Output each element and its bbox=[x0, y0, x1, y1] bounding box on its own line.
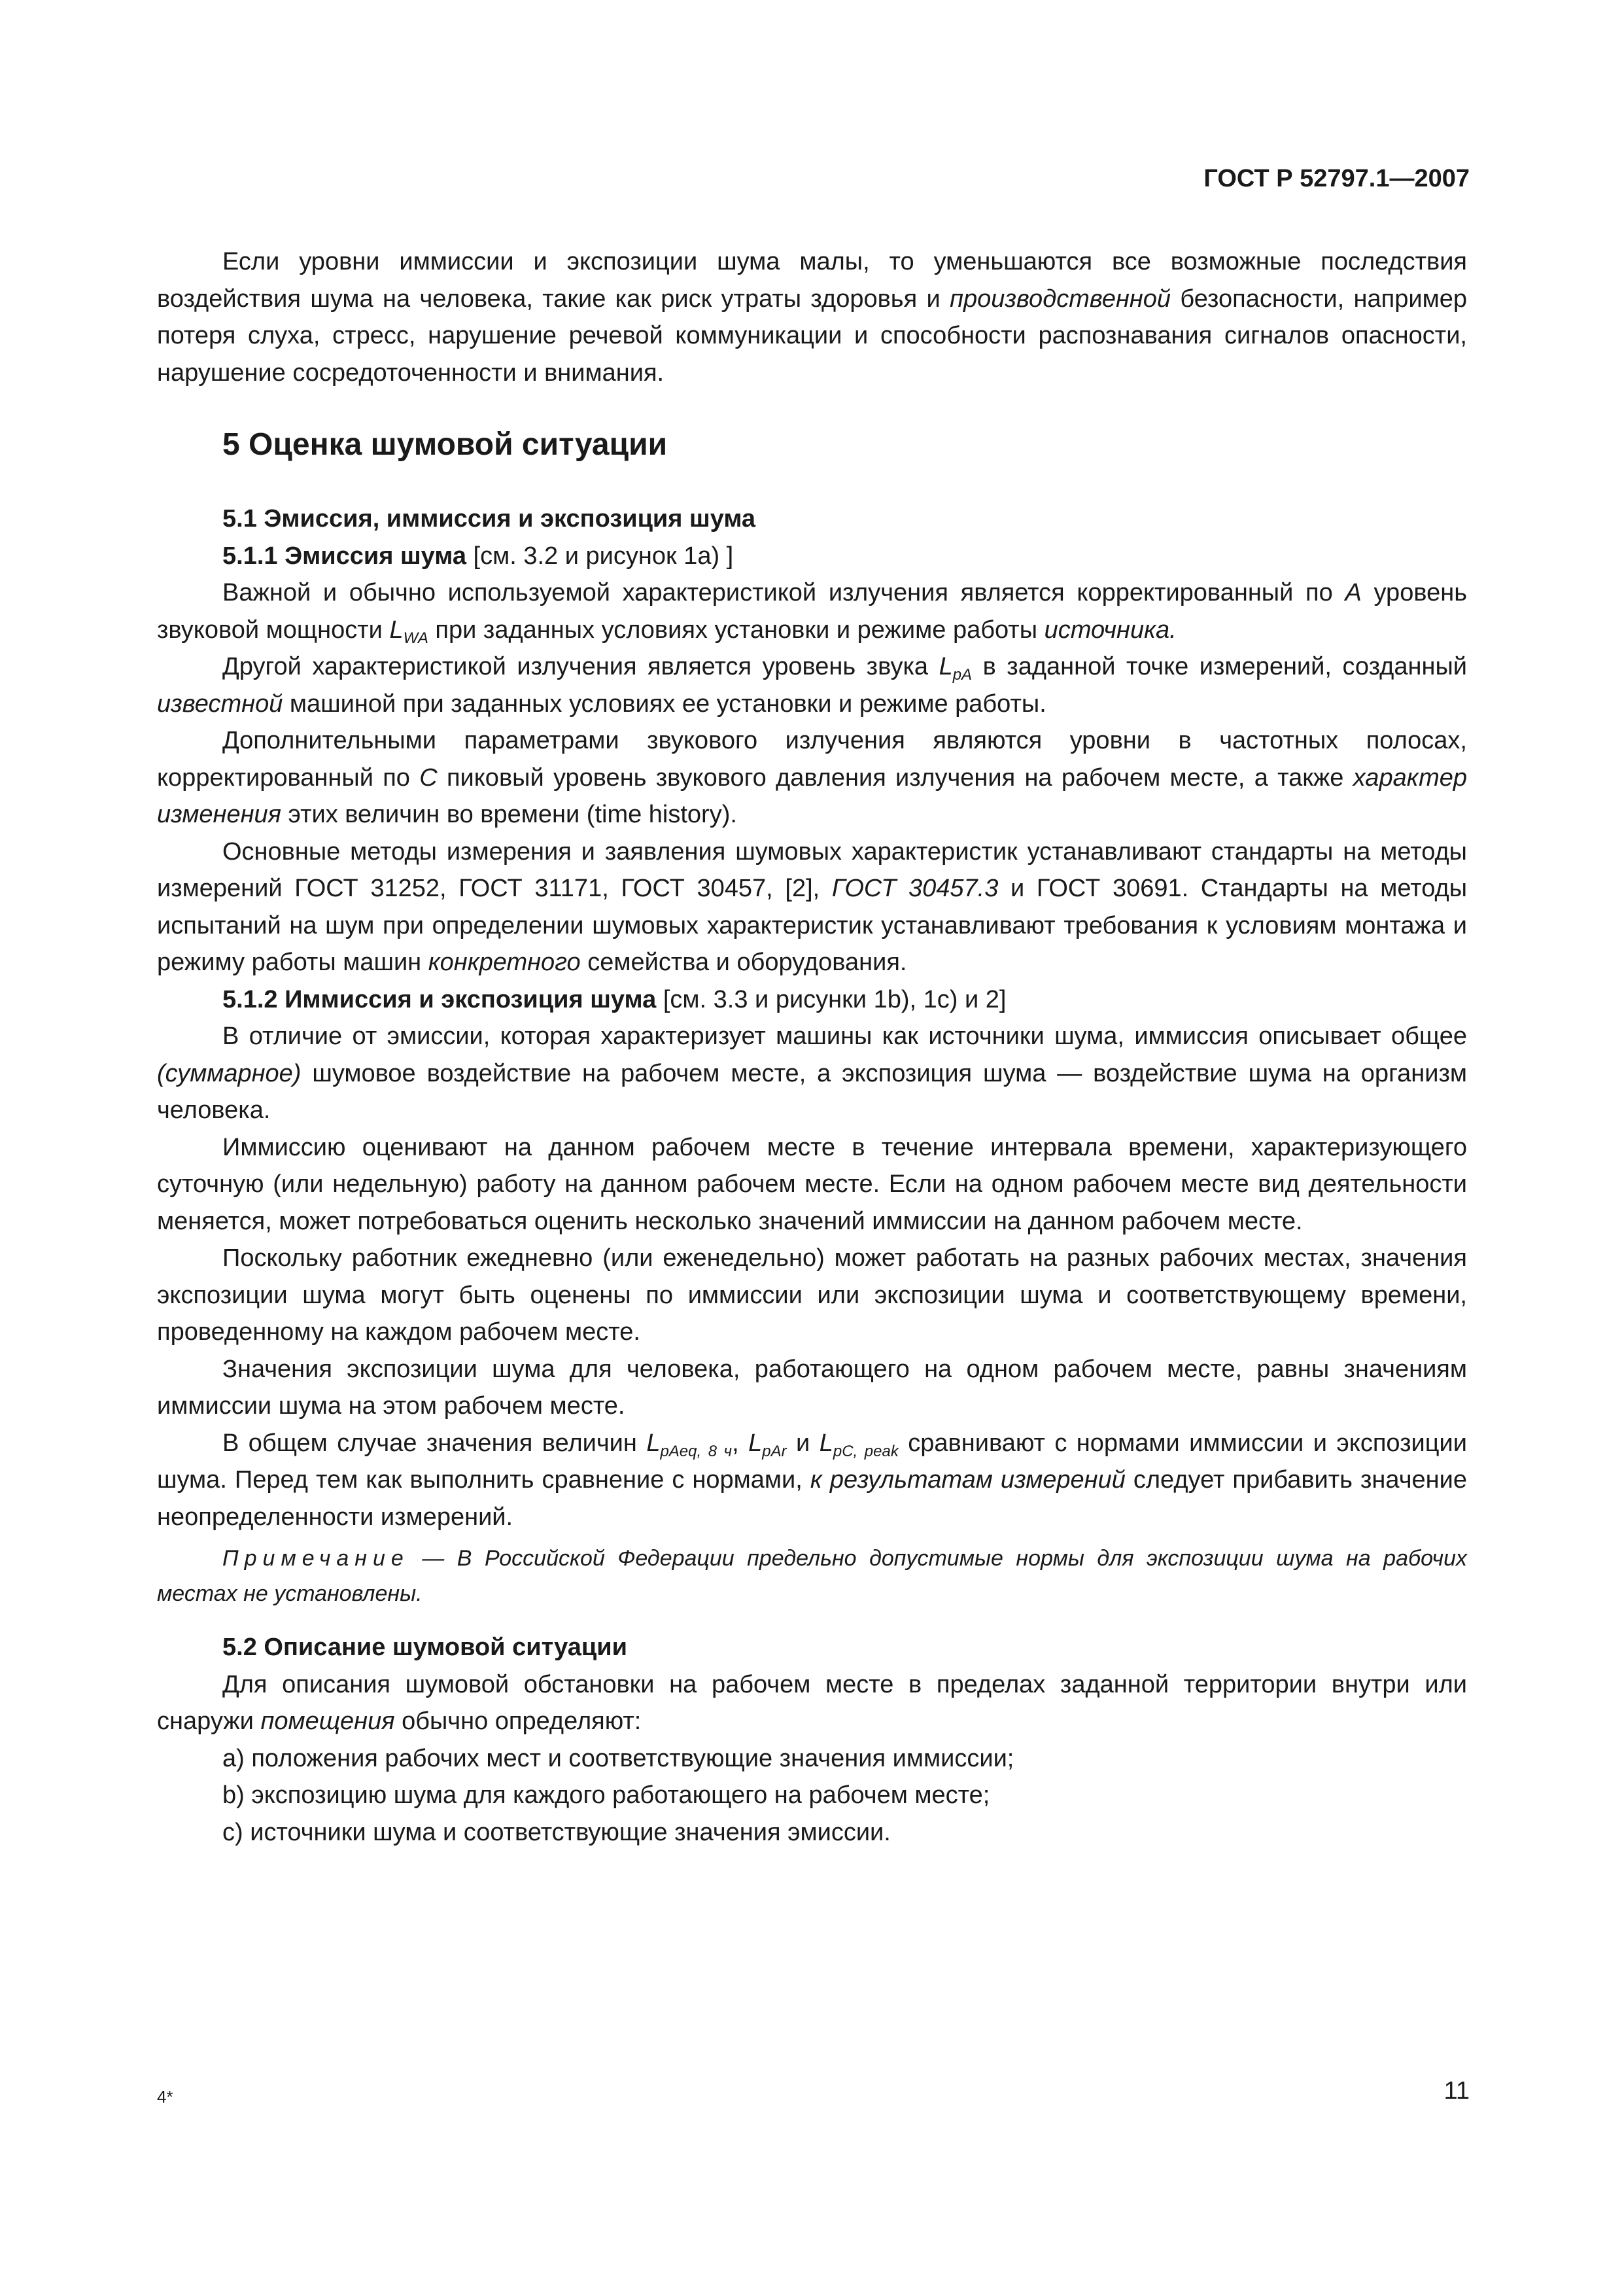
italic-measurement-results: к результатам измерений bbox=[810, 1466, 1126, 1494]
subsection-5-1-1-title bbox=[157, 538, 1467, 575]
list-item: с) источники шума и соответствующие значения эмиссии. bbox=[222, 1818, 891, 1846]
paragraph-sound-level bbox=[157, 648, 1467, 722]
subscript-pAr: pAr bbox=[762, 1442, 787, 1460]
subsection-5-2-title-text: 5.2 Описание шумовой ситуации bbox=[222, 1634, 628, 1661]
symbol-L: L bbox=[939, 653, 953, 680]
text: В отличие от эмиссии, которая характеризует машины как источники шума, иммиссия описывает общее bbox=[222, 1023, 1467, 1050]
text: уровень звуковой мощности bbox=[157, 579, 1468, 644]
subsection-5-1-1-title-text: 5.1.1 Эмиссия шума bbox=[222, 542, 466, 570]
text: пиковый уровень звукового давления излучения на рабочем месте, а также bbox=[437, 763, 1353, 792]
italic-premises: помещения bbox=[260, 1708, 395, 1735]
paragraph-methods bbox=[157, 833, 1467, 981]
paragraph-emission-vs-immission bbox=[157, 1018, 1467, 1129]
section-5-heading-block bbox=[157, 425, 1467, 464]
subsection-5-1-2-ref: [см. 3.3 и рисунки 1b), 1с) и 2] bbox=[656, 985, 1007, 1013]
list-item: а) положения рабочих мест и соответствующие значения иммиссии; bbox=[222, 1744, 1014, 1772]
text: Другой характеристикой излучения является уровень звука bbox=[222, 653, 939, 680]
symbol-L: L bbox=[819, 1429, 833, 1457]
text: этих величин во времени (time history). bbox=[281, 801, 737, 828]
list-item: b) экспозицию шума для каждого работающего на рабочем месте; bbox=[222, 1781, 990, 1809]
paragraph-additional-params bbox=[157, 722, 1467, 833]
paragraph-single-workplace: Значения экспозиции шума для человека, работающего на одном рабочем месте, равны значениям иммиссии шума на этом рабочем месте. bbox=[157, 1355, 1467, 1420]
subscript-pAeq: pAeq, 8 ч bbox=[660, 1442, 733, 1460]
text: В общем случае значения величин bbox=[222, 1429, 647, 1457]
subsection-5-1-2-title bbox=[157, 981, 1467, 1019]
note-paragraph bbox=[157, 1541, 1467, 1611]
sheet-mark: 4* bbox=[157, 2087, 173, 2107]
italic-source: источника. bbox=[1044, 616, 1177, 644]
text: Дополнительными параметрами звукового излучения являются уровни в частотных полосах, корректированный по bbox=[157, 727, 1467, 792]
italic-a: А bbox=[1345, 579, 1362, 606]
paragraph-worker-exposure: Поскольку работник ежедневно (или еженедельно) может работать на разных рабочих местах, значения экспозиции шума могут быть оценены по иммиссии или экспозиции шума и соответствующему времени, проведенному на каждом рабочем месте. bbox=[157, 1244, 1467, 1346]
text: при заданных условиях установки и режиме работы bbox=[428, 616, 1045, 644]
note-text: — В Российской Федерации предельно допустимые нормы для экспозиции шума на рабочих местах не установлены. bbox=[157, 1546, 1467, 1606]
paragraph-immission-eval: Иммиссию оценивают на данном рабочем месте в течение интервала времени, характеризующего суточную (или недельную) работу на данном рабочем месте. Если на одном рабочем месте вид деятельности меняется, может потребоваться оценить несколько значений иммиссии на данном рабочем месте. bbox=[157, 1133, 1467, 1235]
text: Для описания шумовой обстановки на рабочем месте в пределах заданной территории внутри или снаружи bbox=[157, 1670, 1467, 1735]
section-5-title: 5 Оценка шумовой ситуации bbox=[222, 427, 668, 462]
section-5-1-block bbox=[157, 500, 1467, 1535]
note-label: Примечание bbox=[222, 1546, 409, 1571]
subsection-5-1-2-title-text: 5.1.2 Иммиссия и экспозиция шума bbox=[222, 985, 657, 1013]
italic-gost: ГОСТ 30457.3 bbox=[831, 875, 999, 902]
symbol-L: L bbox=[646, 1429, 661, 1457]
intro-paragraph-block bbox=[157, 243, 1467, 391]
paragraph-comparison bbox=[157, 1425, 1467, 1536]
text: и bbox=[786, 1429, 820, 1457]
section-5-2-block bbox=[157, 1629, 1467, 1851]
italic-total: (суммарное) bbox=[157, 1059, 302, 1087]
text: Основные методы измерения и заявления шумовых характеристик устанавливают стандарты на методы измерений ГОСТ 31252, ГОСТ 31171, ГОСТ 30457, [2], bbox=[157, 837, 1467, 902]
text: и ГОСТ 30691. Стандарты на методы испытаний на шум при определении шумовых характеристик устанавливают требования к условиям монтажа и режиму работы машин bbox=[157, 875, 1468, 976]
intro-text-italic: производственной bbox=[950, 285, 1171, 313]
paragraph-noise-description bbox=[157, 1666, 1467, 1740]
text: семейства и оборудования. bbox=[580, 949, 907, 976]
intro-paragraph bbox=[157, 243, 1467, 391]
subscript-pA: pA bbox=[952, 666, 973, 684]
page-number: 11 bbox=[1443, 2077, 1470, 2105]
subscript-pC-peak: pC, peak bbox=[833, 1442, 899, 1460]
symbol-L: L bbox=[389, 616, 404, 644]
subsection-5-1-1-ref: [см. 3.2 и рисунок 1а) ] bbox=[466, 542, 734, 570]
italic-specific: конкретного bbox=[428, 949, 581, 976]
document-header-id: ГОСТ Р 52797.1—2007 bbox=[1203, 165, 1470, 192]
text: шумовое воздействие на рабочем месте, а экспозиция шума — воздействие шума на организм человека. bbox=[157, 1059, 1467, 1124]
intro-text-a: Если уровни иммиссии и экспозиции шума малы, то уменьшаются все возможные последствия воздействия шума на человека, такие как риск утраты здоровья и bbox=[157, 248, 1467, 313]
italic-known: известной bbox=[157, 690, 283, 718]
text: Важной и обычно используемой характеристикой излучения является корректированный по bbox=[222, 579, 1345, 606]
text: машиной при заданных условиях ее установки и режиме работы. bbox=[283, 690, 1046, 718]
symbol-L: L bbox=[748, 1429, 763, 1457]
text: , bbox=[732, 1429, 749, 1457]
text: следует прибавить значение неопределенности измерений. bbox=[157, 1466, 1467, 1531]
paragraph-sound-power bbox=[157, 574, 1467, 648]
text: сравнивают с нормами иммиссии и экспозиции шума. Перед тем как выполнить сравнение с нормами, bbox=[157, 1429, 1468, 1494]
note-block bbox=[157, 1541, 1467, 1611]
subscript-WA: WA bbox=[403, 629, 428, 647]
subsection-5-1-title bbox=[157, 500, 1467, 538]
subsection-5-2-title bbox=[157, 1629, 1467, 1666]
italic-C: С bbox=[419, 763, 438, 792]
intro-text-c: безопасности, например потеря слуха, стресс, нарушение речевой коммуникации и способности распознавания сигналов опасности, нарушение сосредоточенности и внимания. bbox=[157, 285, 1467, 387]
subsection-5-1-title-text: 5.1 Эмиссия, иммиссия и экспозиция шума bbox=[222, 505, 756, 533]
text: обычно определяют: bbox=[394, 1708, 642, 1735]
italic-character-change: характер изменения bbox=[157, 763, 1467, 828]
text: в заданной точке измерений, созданный bbox=[972, 653, 1468, 680]
